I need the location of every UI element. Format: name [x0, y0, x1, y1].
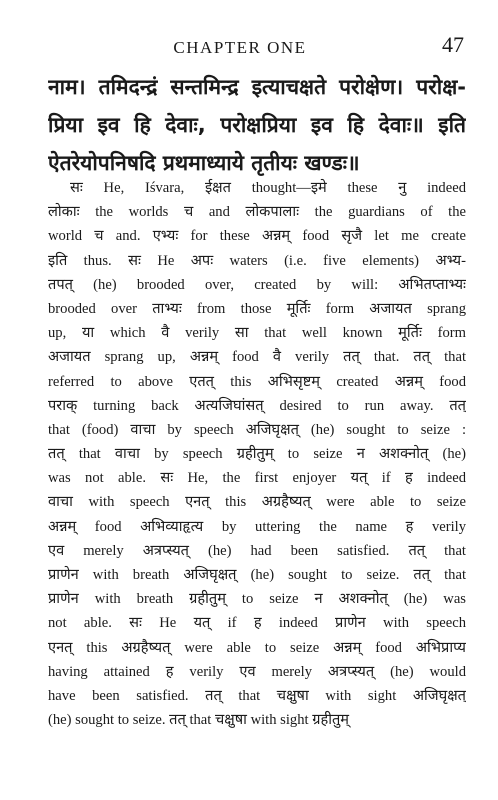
gloss-line: तपत् (he) brooded over, created by will: अभितप्ताभ्यः: [48, 276, 466, 293]
gloss-line: having attained ह verily एव merely अत्रप्स्यत् (he) would: [48, 663, 466, 680]
gloss-line: up, या which वै verily सा that well known मूर्तिः form: [48, 325, 466, 342]
gloss-line: प्राणेन with breath अजिघृक्षत् (he) sought to seize. तत् that: [48, 567, 466, 583]
gloss-line: तत् that वाचा by speech ग्रहीतुम् to seize न अशक्नोत् (he): [48, 446, 466, 463]
page-header: [0, 30, 498, 64]
gloss-line: लोकाः the worlds च and लोकपालाः the guardians of the: [48, 204, 466, 221]
sanskrit-line: ऐतरेयोपनिषदि प्रथमाध्याये तृतीयः खण्डः॥: [48, 151, 360, 175]
gloss-line: referred to above एतत् this अभिसृष्टम् created अन्नम् food: [48, 373, 466, 390]
gloss-line: प्राणेन with breath ग्रहीतुम् to seize न अशक्नोत् (he) was: [48, 591, 466, 608]
page-number: 47: [442, 32, 464, 57]
sanskrit-line: प्रिया इव हि देवाः, परोक्षप्रिया इव हि देवाः॥ इति: [48, 113, 466, 137]
gloss-line: अजायत sprang up, अन्नम् food वै verily तत् that. तत् that: [48, 349, 466, 366]
gloss-line: have been satisfied. तत् that चक्षुषा with sight अजिघृक्षत्: [48, 687, 466, 704]
gloss-line: वाचा with speech एनत् this अग्रहैष्यत् were able to seize: [48, 494, 466, 511]
sanskrit-line: नाम। तमिदन्द्रं सन्तमिन्द्र इत्याचक्षते परोक्षेण। परोक्ष-: [48, 75, 466, 99]
gloss-line: एनत् this अग्रहैष्यत् were able to seize अन्नम् food अभिप्राप्य: [48, 639, 466, 656]
word-by-word-gloss: [48, 176, 466, 732]
gloss-line: अन्नम् food अभिव्याहृत्य by uttering the name ह verily: [48, 518, 466, 535]
gloss-line: इति thus. सः He अपः waters (i.e. five elements) अभ्य-: [48, 252, 466, 269]
gloss-line: पराक् turning back अत्यजिघांसत् desired to run away. तत्: [48, 397, 466, 414]
sanskrit-verse: [48, 68, 466, 182]
gloss-line: that (food) वाचा by speech अजिघृक्षत् (he) sought to seize :: [48, 421, 466, 438]
gloss-line: सः He, Iśvara, ईक्षत thought—इमे these नु indeed: [70, 180, 466, 196]
gloss-line: brooded over ताभ्यः from those मूर्तिः form अजायत sprang: [48, 300, 466, 317]
gloss-line: not able. सः He यत् if ह indeed प्राणेन with speech: [48, 615, 466, 632]
gloss-line: (he) sought to seize. तत् that चक्षुषा with sight ग्रहीतुम्: [48, 712, 350, 729]
gloss-line: एव merely अत्रप्स्यत् (he) had been satisfied. तत् that: [48, 542, 466, 559]
gloss-line: was not able. सः He, the first enjoyer यत् if ह indeed: [48, 470, 466, 487]
gloss-line: world च and. एभ्यः for these अन्नम् food सृजै let me create: [48, 228, 466, 245]
chapter-title: CHAPTER ONE: [173, 38, 307, 57]
